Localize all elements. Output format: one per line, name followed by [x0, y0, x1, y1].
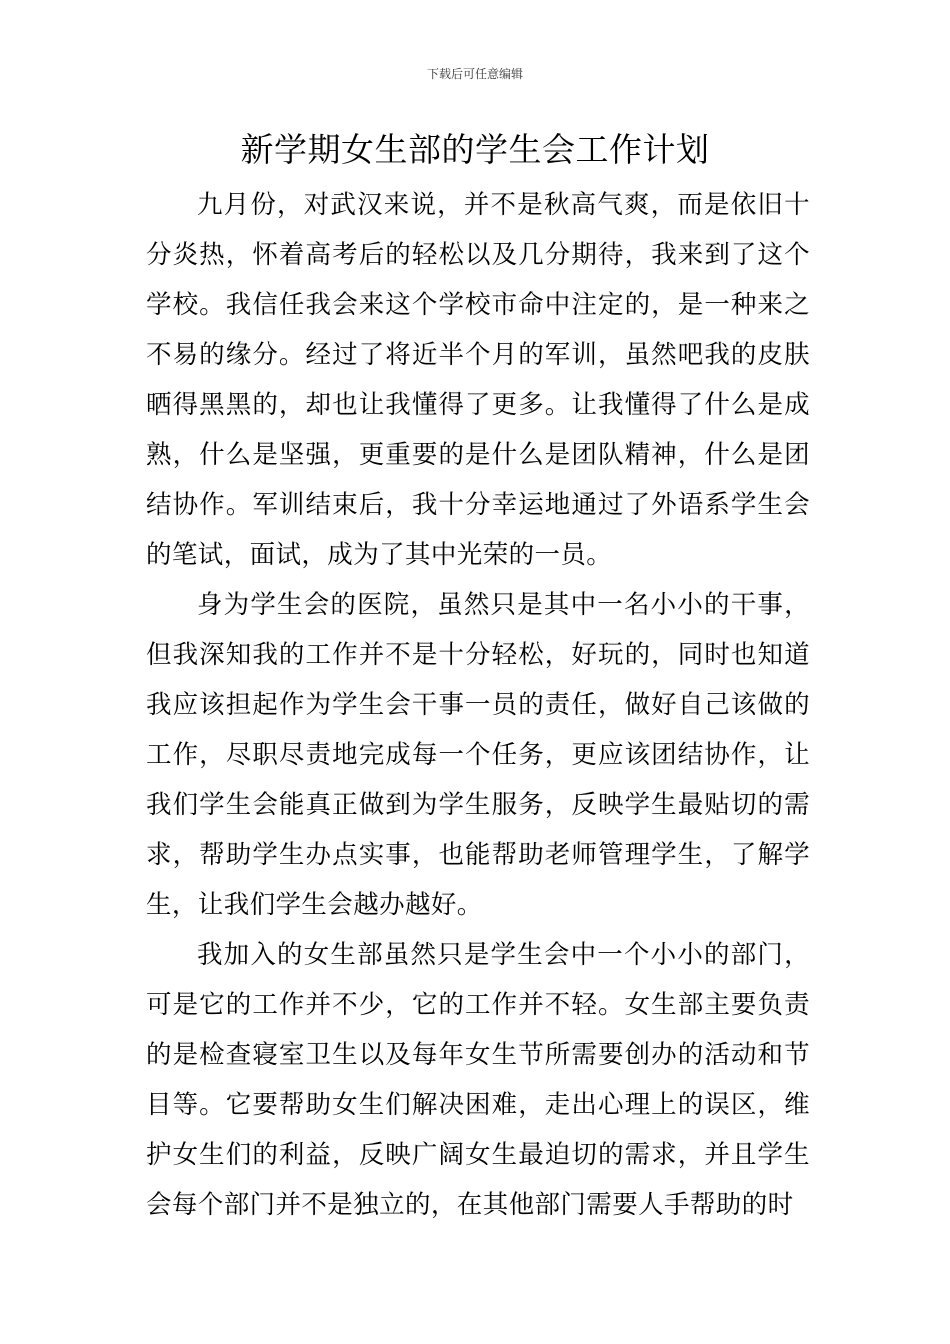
paragraph: 我加入的女生部虽然只是学生会中一个小小的部门，可是它的工作并不少，它的工作并不轻。女生部主要负责的是检查寝室卫生以及每年女生节所需要创办的活动和节目等。它要帮助女生们解决困难，走出心理上的误区，维护女生们的利益，反映广阔女生最迫切的需求，并且学生会每个部门并不是独立的，在其他部门需要人手帮助的时 [146, 940, 810, 1220]
document-title: 新学期女生部的学生会工作计划 [240, 130, 710, 169]
paragraph: 身为学生会的医院，虽然只是其中一名小小的干事，但我深知我的工作并不是十分轻松，好玩的，同时也知道我应该担起作为学生会干事一员的责任，做好自己该做的工作，尽职尽责地完成每一个任务，更应该团结协作，让我们学生会能真正做到为学生服务，反映学生最贴切的需求，帮助学生办点实事，也能帮助老师管理学生，了解学生，让我们学生会越办越好。 [146, 590, 810, 920]
header-note: 下载后可任意编辑 [426, 67, 523, 81]
document-body [146, 180, 810, 1230]
paragraph: 九月份，对武汉来说，并不是秋高气爽，而是依旧十分炎热，怀着高考后的轻松以及几分期待，我来到了这个学校。我信任我会来这个学校市命中注定的，是一种来之不易的缘分。经过了将近半个月的军训，虽然吧我的皮肤晒得黑黑的，却也让我懂得了更多。让我懂得了什么是成熟，什么是坚强，更重要的是什么是团队精神，什么是团结协作。军训结束后，我十分幸运地通过了外语系学生会的笔试，面试，成为了其中光荣的一员。 [146, 190, 810, 570]
